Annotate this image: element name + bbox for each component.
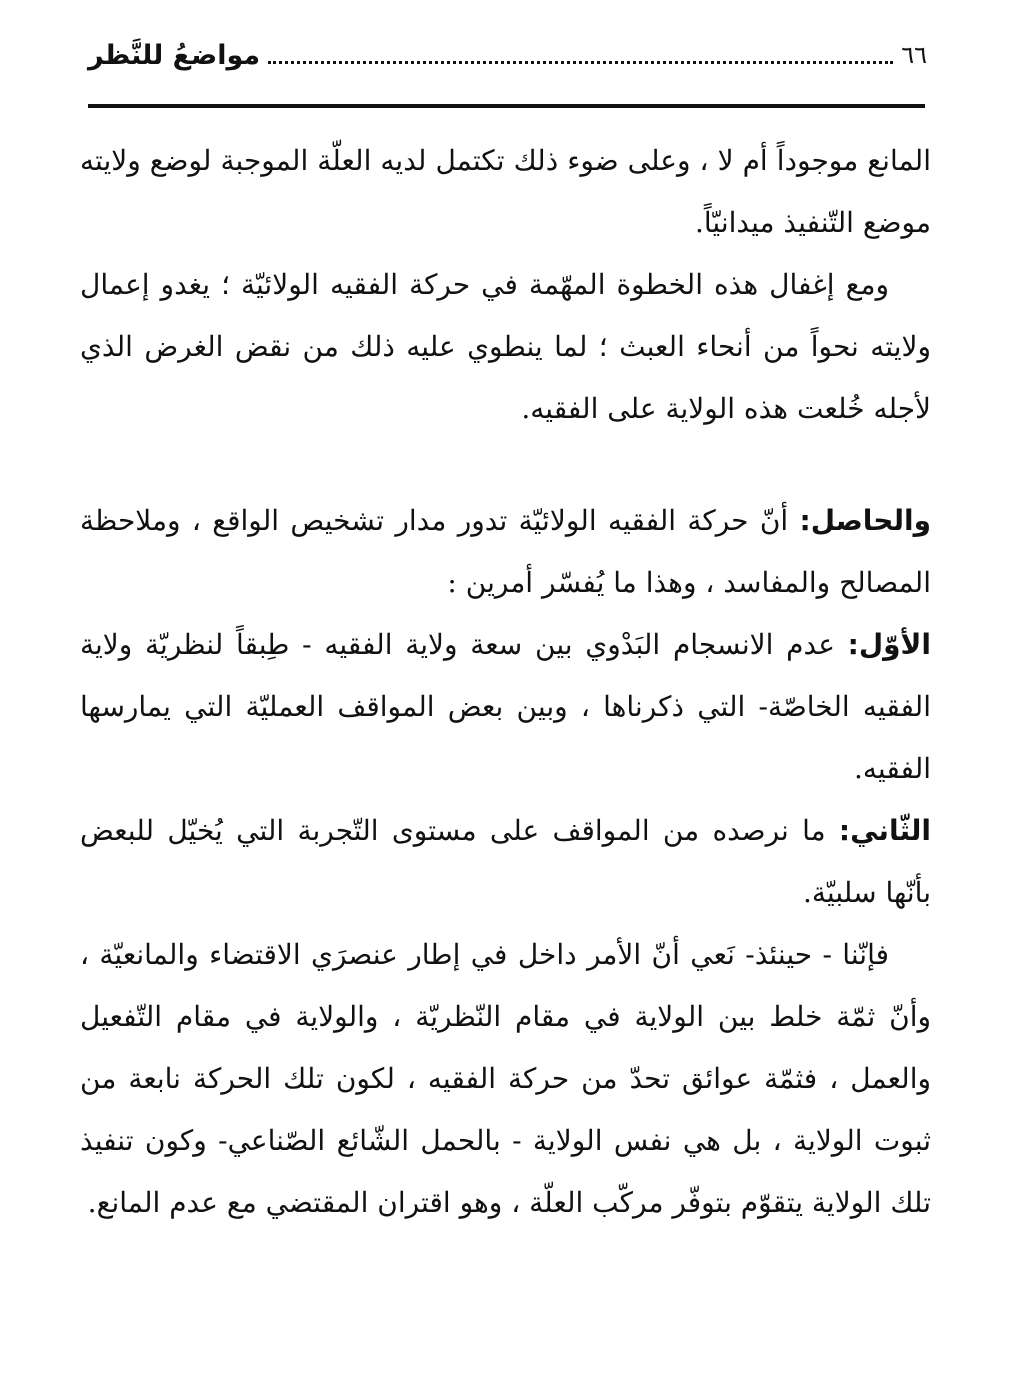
bold-term: الثّاني: (838, 814, 931, 847)
bold-term: الأوّل: (847, 628, 931, 661)
page-body (80, 130, 931, 1234)
paragraph-text: فإنّنا - حينئذ- نَعي أنّ الأمر داخل في إطار عنصرَي الاقتضاء والمانعيّة ، وأنّ ثمّة خلط بين الولاية في مقام النّظريّة ، والولاية في مقام التّفعيل والعمل ، فثمّة عوائق تحدّ من حركة الفقيه ، لكون تلك الحركة نابعة من ثبوت الولاية ، بل هي نفس الولاية - بالحمل الشّائع الصّناعي- وكون تنفيذ تلك الولاية يتقوّم بتوفّر مركّب العلّة ، وهو اقتران المقتضي مع عدم المانع. (80, 938, 931, 1219)
paragraph-second-point (80, 800, 931, 924)
bold-term: والحاصل: (799, 504, 931, 537)
running-title: مواضعُ للنَّظر (88, 39, 261, 71)
paragraph-text: عدم الانسجام البَدْوي بين سعة ولاية الفقيه - طِبقاً لنظريّة ولاية الفقيه الخاصّة- التي ذكرناها ، وبين بعض المواقف العمليّة التي يمارسها الفقيه. (80, 628, 931, 785)
paragraph-text: المانع موجوداً أم لا ، وعلى ضوء ذلك تكتمل لديه العلّة الموجبة لوضع ولايته موضع التّنفيذ ميدانيّاً. (80, 144, 931, 239)
running-header (88, 32, 927, 78)
paragraph-text: أنّ حركة الفقيه الولائيّة تدور مدار تشخيص الواقع ، وملاحظة المصالح والمفاسد ، وهذا ما يُفسّر أمرين : (80, 504, 931, 599)
paragraph-summary (80, 490, 931, 614)
paragraph-text: ما نرصده من المواقف على مستوى التّجربة التي يُخيّل للبعض بأنّها سلبيّة. (80, 814, 931, 909)
page-number: ٦٦ (901, 41, 927, 69)
paragraph-continuation (80, 130, 931, 254)
paragraph (80, 254, 931, 440)
paragraph-text: ومع إغفال هذه الخطوة المهّمة في حركة الفقيه الولائيّة ؛ يغدو إعمال ولايته نحواً من أنحاء العبث ؛ لما ينطوي عليه ذلك من نقض الغرض الذي لأجله خُلعت هذه الولاية على الفقيه. (80, 268, 931, 425)
leader-dots (268, 43, 893, 64)
paragraph (80, 924, 931, 1234)
paragraph-first-point (80, 614, 931, 800)
header-divider (88, 104, 925, 108)
